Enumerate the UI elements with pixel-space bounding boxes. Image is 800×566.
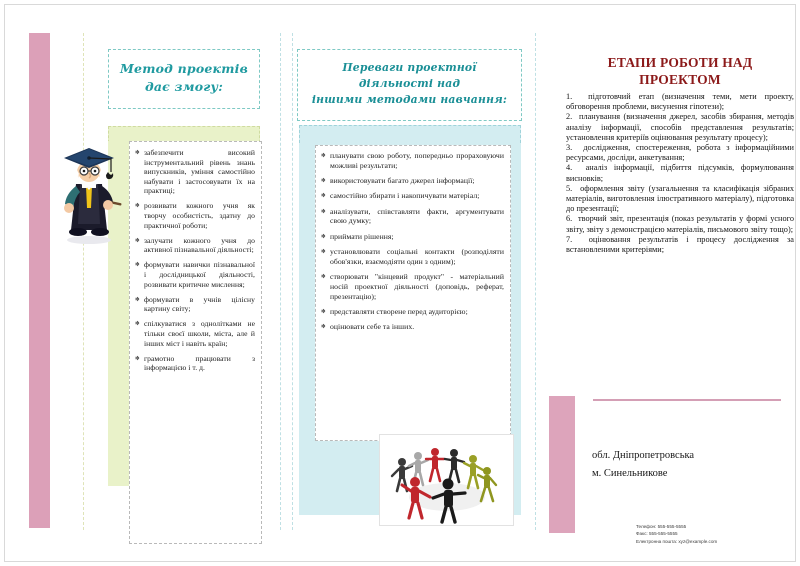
people-circle-image [379, 434, 514, 526]
list-item: ✻ залучати кожного учня до активної пізнавальної діяльності; [135, 236, 255, 255]
panel-right-title [572, 54, 788, 88]
list-item: ✻ формувати в учнів цілісну картину світу; [135, 295, 255, 314]
address-line-city: м. Синельникове [592, 468, 668, 479]
step-number: 3. [566, 143, 573, 153]
step-number: 4. [566, 163, 573, 173]
list-item: ✻ формувати навички пізнавальної і дослідницької діяльності, розвивати критичне мислення; [135, 260, 255, 289]
step-text: підготовчий етап (визначення теми, мети проекту, обговорення проблеми, висунення гіпотези); [566, 92, 794, 112]
list-item: ✻ використовувати багато джерел інформації; [321, 176, 504, 186]
list-item: ✻ оцінювати себе та інших. [321, 322, 504, 332]
step-number: 1. [566, 92, 573, 101]
address-line-region: обл. Дніпропетровська [592, 450, 695, 461]
list-item [566, 214, 794, 234]
panel-right [566, 33, 795, 544]
panel-middle-title [297, 49, 522, 121]
contact-phone: Телефон: 555-555-5555 [636, 524, 687, 529]
list-item: ✻ створювати "кінцевий продукт" - матеріальний носій проектної діяльності (доповідь, реферат, презентацію); [321, 272, 504, 301]
panel-right-title-line2: ПРОЕКТОМ [639, 72, 721, 87]
panel-left-list-box [129, 141, 262, 544]
step-text: оцінювання результатів і процесу дослідження за встановленими критеріями; [566, 234, 794, 255]
contact-email: Електронна пошта: xyz@example.com [636, 538, 718, 544]
contact-block [636, 523, 796, 545]
list-item: ✻ спілкуватися з однолітками не тільки своєї школи, міста, але й інших міст і навіть країн; [135, 319, 255, 348]
list-item [566, 184, 794, 215]
step-number: 2. [566, 112, 573, 122]
list-item: ✻ представляти створене перед аудиторією; [321, 307, 504, 317]
panel-left-title-line2: дає змогу: [144, 79, 224, 94]
step-text: творчий звіт, презентація (показ результатів у формі усного звіту, звіту з демонстрацією матеріалів, письмового звіту тощо); [566, 214, 794, 234]
fold-divider-4 [535, 33, 536, 530]
panel-left-list [135, 148, 255, 373]
list-item [566, 143, 794, 163]
list-item: ✻ розвивати кожного учня як творчу особистість, здатну до практичної роботи; [135, 201, 255, 230]
decorative-pink-bar-left [29, 33, 50, 528]
list-item: ✻ планувати свою роботу, попередньо прораховуючи можливі результати; [321, 151, 504, 171]
list-item [566, 235, 794, 255]
address-block [592, 447, 792, 483]
list-item [566, 92, 794, 112]
panel-right-steps-list [566, 92, 794, 255]
panel-right-title-line1: ЕТАПИ РОБОТИ НАД [607, 55, 753, 70]
panel-middle-title-line1: Переваги проектної діяльності над [342, 61, 477, 90]
professor-graduate-illustration [56, 128, 122, 246]
list-item: ✻ установлювати соціальні контакти (розподіляти обов'язки, взаємодіяти один з одним); [321, 247, 504, 267]
panel-middle-list-box [315, 145, 511, 441]
list-item: ✻ самостійно збирати і накопичувати матеріал; [321, 191, 504, 201]
step-text: аналіз інформації, підбиття підсумків, формулювання висновків; [566, 163, 794, 183]
fold-divider-2 [280, 33, 281, 530]
step-text: оформлення звіту (узагальнення та класифікація зібраних матеріалів, виготовлення ілюстративного матеріалу), підготовка до презентації; [566, 183, 795, 214]
list-item: ✻ забезпечити високий інструментальний рівень знань випускників, уміння самостійно набувати і застосовувати їх на практиці; [135, 148, 255, 196]
list-item: ✻ грамотно працювати з інформацією і т. д. [135, 354, 255, 373]
contact-fax: Факс: 555-555-5555 [636, 531, 678, 537]
panel-left-title-line1: Метод проектів [120, 61, 248, 76]
list-item [566, 112, 794, 143]
fold-divider-1 [83, 33, 84, 530]
panel-left-title [108, 49, 260, 109]
list-item: ✻ приймати рішення; [321, 232, 504, 242]
panel-middle-title-line2: іншими методами навчання: [311, 93, 508, 106]
step-text: планування (визначення джерел, засобів збирання, методів аналізу інформації, способів представлення результатів; установлення критеріїв оцінювання результату процесу); [566, 112, 794, 142]
list-item [566, 163, 794, 183]
step-number: 6. [566, 214, 573, 224]
list-item: ✻ аналізувати, співставляти факти, аргументувати свою думку; [321, 207, 504, 227]
panel-left [95, 33, 275, 533]
step-number: 7. [566, 234, 573, 244]
step-text: дослідження, спостереження, робота з інформаційними ресурсами, досліди, анкетування; [566, 143, 794, 163]
panel-middle [293, 33, 533, 533]
step-number: 5. [566, 183, 573, 193]
panel-middle-list [321, 151, 504, 332]
